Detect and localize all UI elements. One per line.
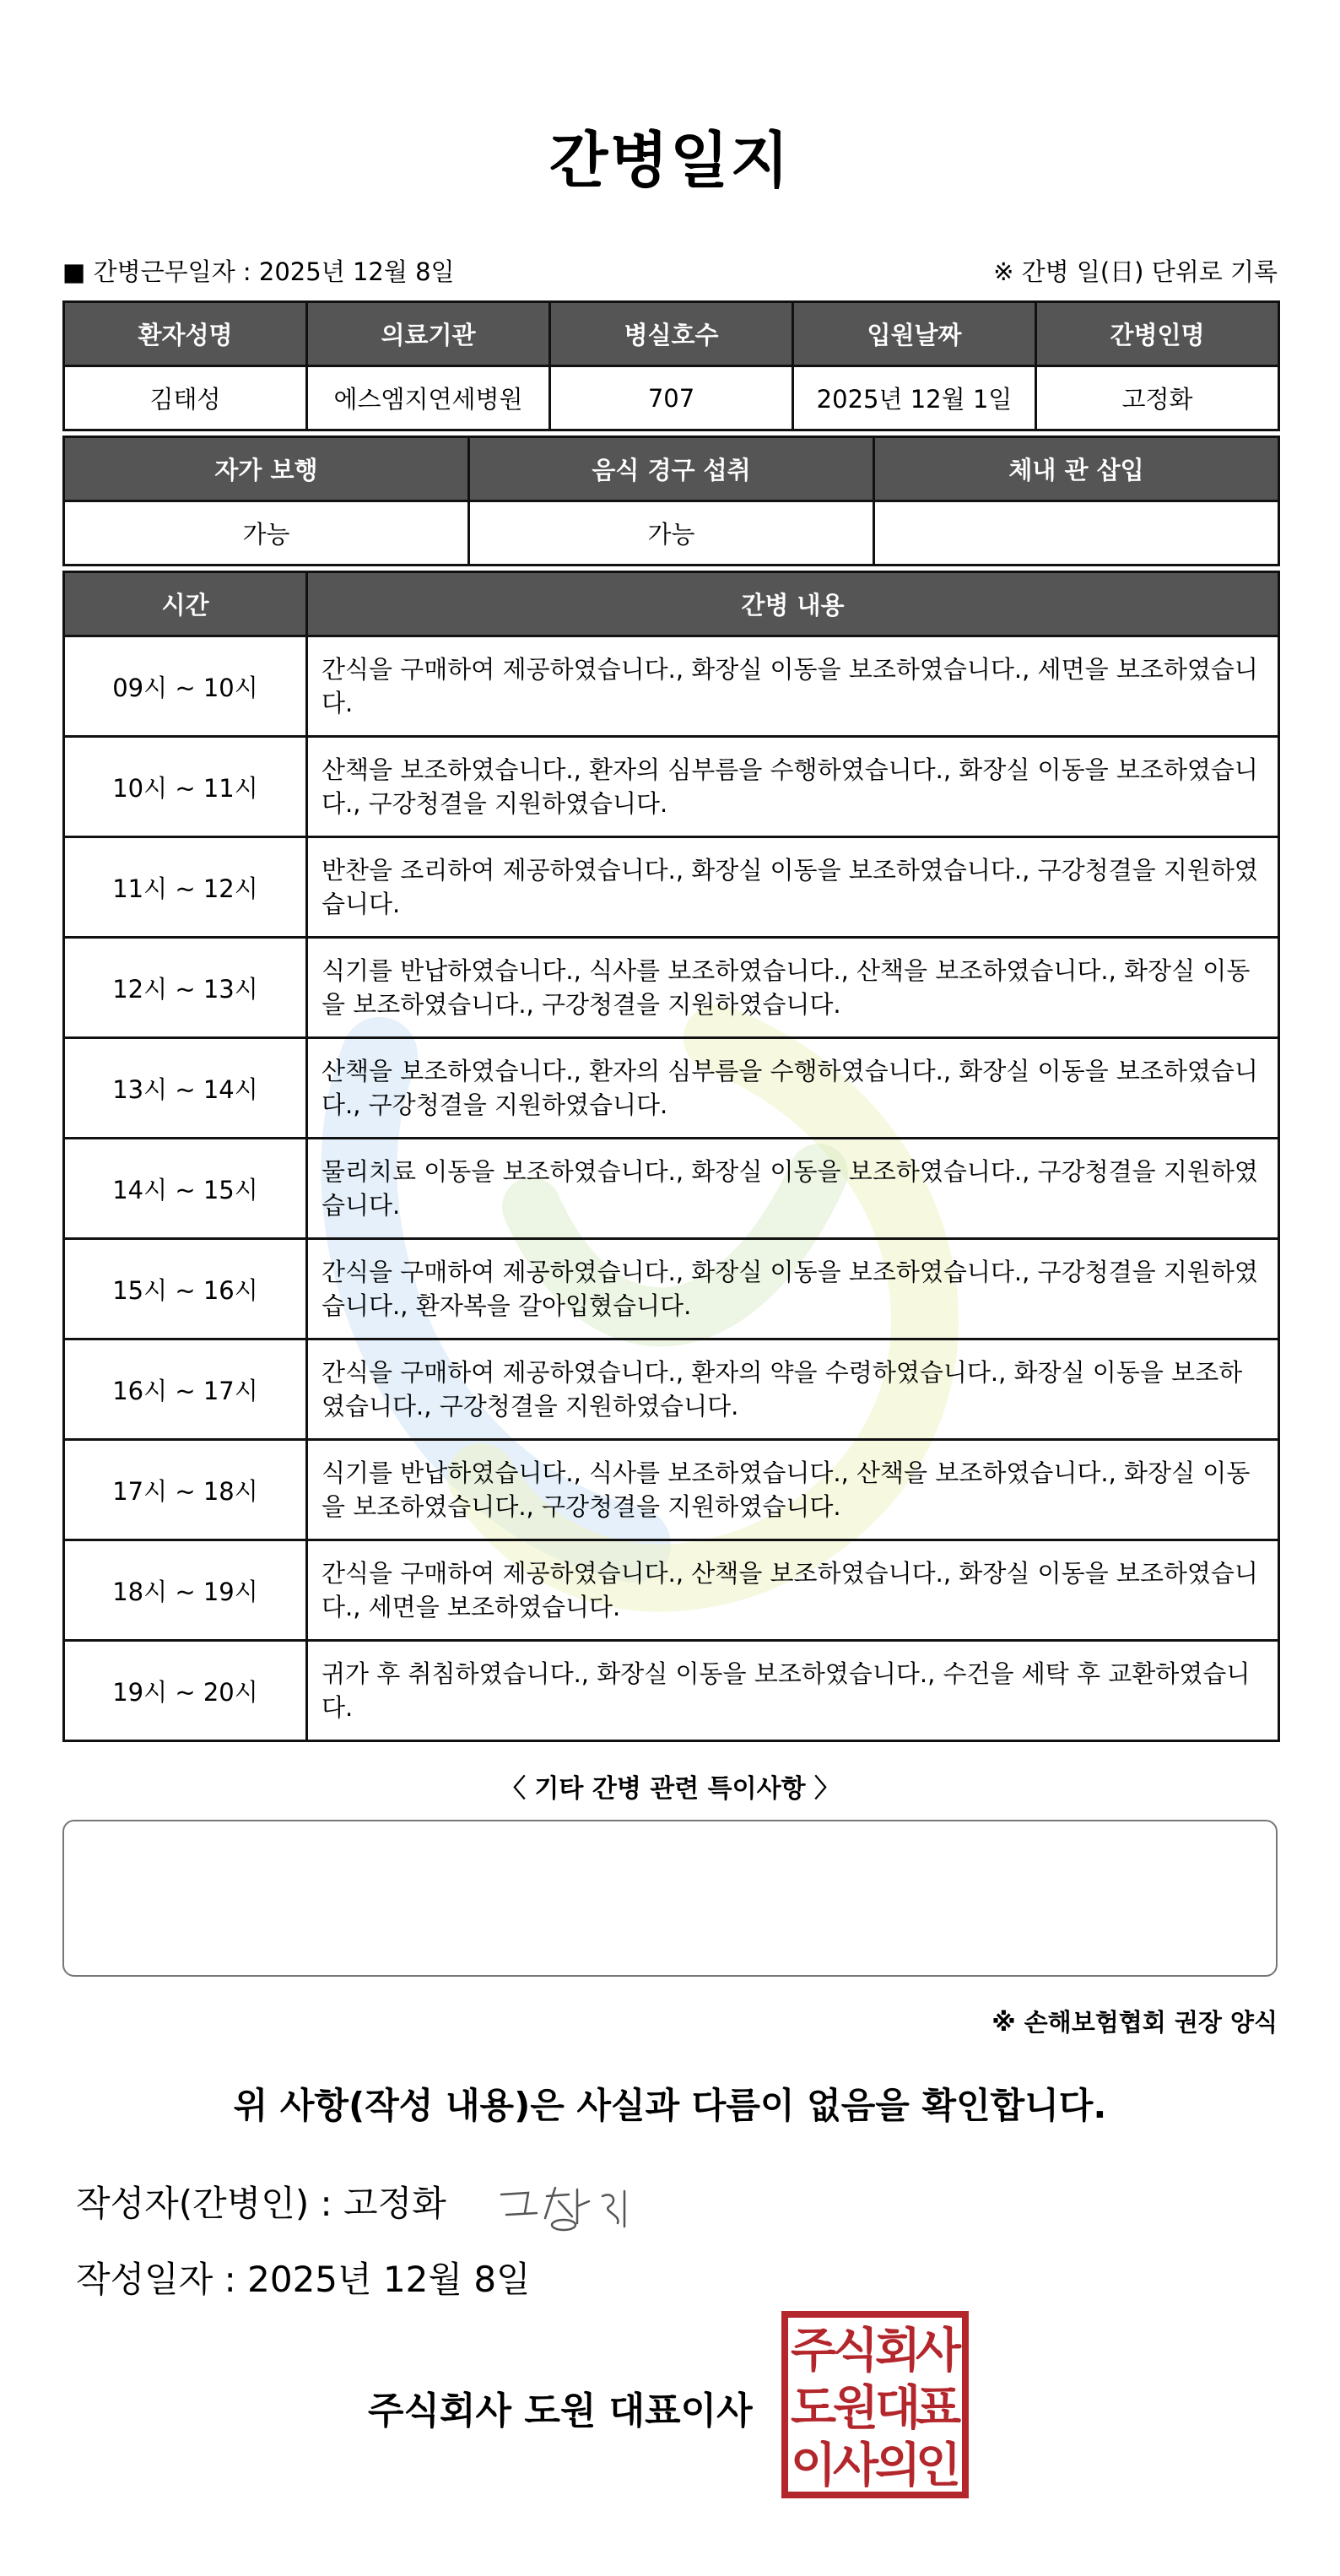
info-header-caregiver: 간병인명 <box>1036 302 1279 366</box>
status-header-oral-intake: 음식 경구 섭취 <box>469 437 874 501</box>
table-row <box>64 1440 1279 1540</box>
log-time: 13시 ~ 14시 <box>64 1038 307 1139</box>
confirmation-statement: 위 사항(작성 내용)은 사실과 다름이 없음을 확인합니다. <box>233 2085 1107 2126</box>
admission-date: 2025년 12월 1일 <box>793 366 1036 430</box>
company-seal <box>780 2309 970 2500</box>
notes-title: 〈 기타 간병 관련 특이사항 〉 <box>500 1774 840 1804</box>
log-time: 12시 ~ 13시 <box>64 938 307 1038</box>
log-content: 반찬을 조리하여 제공하였습니다., 화장실 이동을 보조하였습니다., 구강청결을 지원하였습니다. <box>307 837 1279 938</box>
caregiver-name: 고정화 <box>1036 366 1279 430</box>
log-content: 산책을 보조하였습니다., 환자의 심부름을 수행하였습니다., 화장실 이동을 보조하였습니다., 구강청결을 지원하였습니다. <box>307 737 1279 837</box>
log-content: 간식을 구매하여 제공하였습니다., 화장실 이동을 보조하였습니다., 세면을 보조하였습니다. <box>307 636 1279 737</box>
status-header-walking: 자가 보행 <box>64 437 469 501</box>
table-row <box>64 837 1279 938</box>
log-content: 간식을 구매하여 제공하였습니다., 환자의 약을 수령하였습니다., 화장실 이동을 보조하였습니다., 구강청결을 지원하였습니다. <box>307 1339 1279 1440</box>
log-time: 15시 ~ 16시 <box>64 1239 307 1339</box>
writer-name: 작성자(간병인) : 고정화 <box>76 2183 446 2224</box>
form-note: ※ 손해보험협회 권장 양식 <box>991 2008 1278 2037</box>
svg-text:회: 회 <box>874 2324 921 2378</box>
log-content: 산책을 보조하였습니다., 환자의 심부름을 수행하였습니다., 화장실 이동을 보조하였습니다., 구강청결을 지원하였습니다. <box>307 1038 1279 1139</box>
log-time: 11시 ~ 12시 <box>64 837 307 938</box>
svg-text:사: 사 <box>915 2324 962 2378</box>
svg-text:도: 도 <box>790 2381 837 2436</box>
table-row <box>64 1641 1279 1741</box>
log-time: 09시 ~ 10시 <box>64 636 307 737</box>
info-header-hospital: 의료기관 <box>307 302 550 366</box>
writing-date: 작성일자 : 2025년 12월 8일 <box>76 2259 531 2300</box>
svg-text:인: 인 <box>915 2438 962 2493</box>
log-time: 10시 ~ 11시 <box>64 737 307 837</box>
status-header-tube: 체내 관 삽입 <box>874 437 1279 501</box>
log-time: 16시 ~ 17시 <box>64 1339 307 1440</box>
patient-name: 김태성 <box>64 366 307 430</box>
status-walking: 가능 <box>64 501 469 566</box>
patient-status-table <box>62 436 1280 566</box>
svg-text:원: 원 <box>832 2381 879 2436</box>
work-date: ■ 간병근무일자 : 2025년 12월 8일 <box>62 257 455 286</box>
table-row <box>64 1339 1279 1440</box>
notes-box <box>62 1820 1278 1977</box>
svg-text:사: 사 <box>832 2438 879 2493</box>
log-content: 간식을 구매하여 제공하였습니다., 산책을 보조하였습니다., 화장실 이동을 보조하였습니다., 세면을 보조하였습니다. <box>307 1540 1279 1641</box>
hospital-name: 에스엠지연세병원 <box>307 366 550 430</box>
log-header-time: 시간 <box>64 572 307 636</box>
log-time: 18시 ~ 19시 <box>64 1540 307 1641</box>
record-note: ※ 간병 일(日) 단위로 기록 <box>993 257 1278 286</box>
status-oral-intake: 가능 <box>469 501 874 566</box>
table-row <box>64 737 1279 837</box>
table-row <box>64 1540 1279 1641</box>
info-header-room: 병실호수 <box>550 302 793 366</box>
room-number: 707 <box>550 366 793 430</box>
log-time: 17시 ~ 18시 <box>64 1440 307 1540</box>
log-content: 귀가 후 취침하였습니다., 화장실 이동을 보조하였습니다., 수건을 세탁 후 교환하였습니다. <box>307 1641 1279 1741</box>
log-time: 14시 ~ 15시 <box>64 1139 307 1239</box>
signature <box>494 2176 646 2237</box>
svg-text:표: 표 <box>915 2381 962 2436</box>
log-header-content: 간병 내용 <box>307 572 1279 636</box>
patient-info-table <box>62 300 1280 431</box>
log-content: 식기를 반납하였습니다., 식사를 보조하였습니다., 산책을 보조하였습니다., 화장실 이동을 보조하였습니다., 구강청결을 지원하였습니다. <box>307 1440 1279 1540</box>
svg-text:대: 대 <box>874 2381 921 2436</box>
table-row <box>64 1139 1279 1239</box>
info-header-admission-date: 입원날짜 <box>793 302 1036 366</box>
care-log-table <box>62 571 1280 1742</box>
svg-text:의: 의 <box>874 2438 921 2493</box>
status-tube <box>874 501 1279 566</box>
log-content: 간식을 구매하여 제공하였습니다., 화장실 이동을 보조하였습니다., 구강청결을 지원하였습니다., 환자복을 갈아입혔습니다. <box>307 1239 1279 1339</box>
page-title: 간병일지 <box>548 125 792 196</box>
table-row <box>64 636 1279 737</box>
table-row <box>64 1038 1279 1139</box>
company-representative: 주식회사 도원 대표이사 <box>368 2389 753 2433</box>
svg-text:주: 주 <box>790 2324 837 2378</box>
log-content: 식기를 반납하였습니다., 식사를 보조하였습니다., 산책을 보조하였습니다., 화장실 이동을 보조하였습니다., 구강청결을 지원하였습니다. <box>307 938 1279 1038</box>
log-content: 물리치료 이동을 보조하였습니다., 화장실 이동을 보조하였습니다., 구강청결을 지원하였습니다. <box>307 1139 1279 1239</box>
table-row <box>64 1239 1279 1339</box>
table-row <box>64 938 1279 1038</box>
log-time: 19시 ~ 20시 <box>64 1641 307 1741</box>
info-header-patient-name: 환자성명 <box>64 302 307 366</box>
svg-text:식: 식 <box>832 2324 879 2378</box>
svg-text:이: 이 <box>790 2438 837 2493</box>
